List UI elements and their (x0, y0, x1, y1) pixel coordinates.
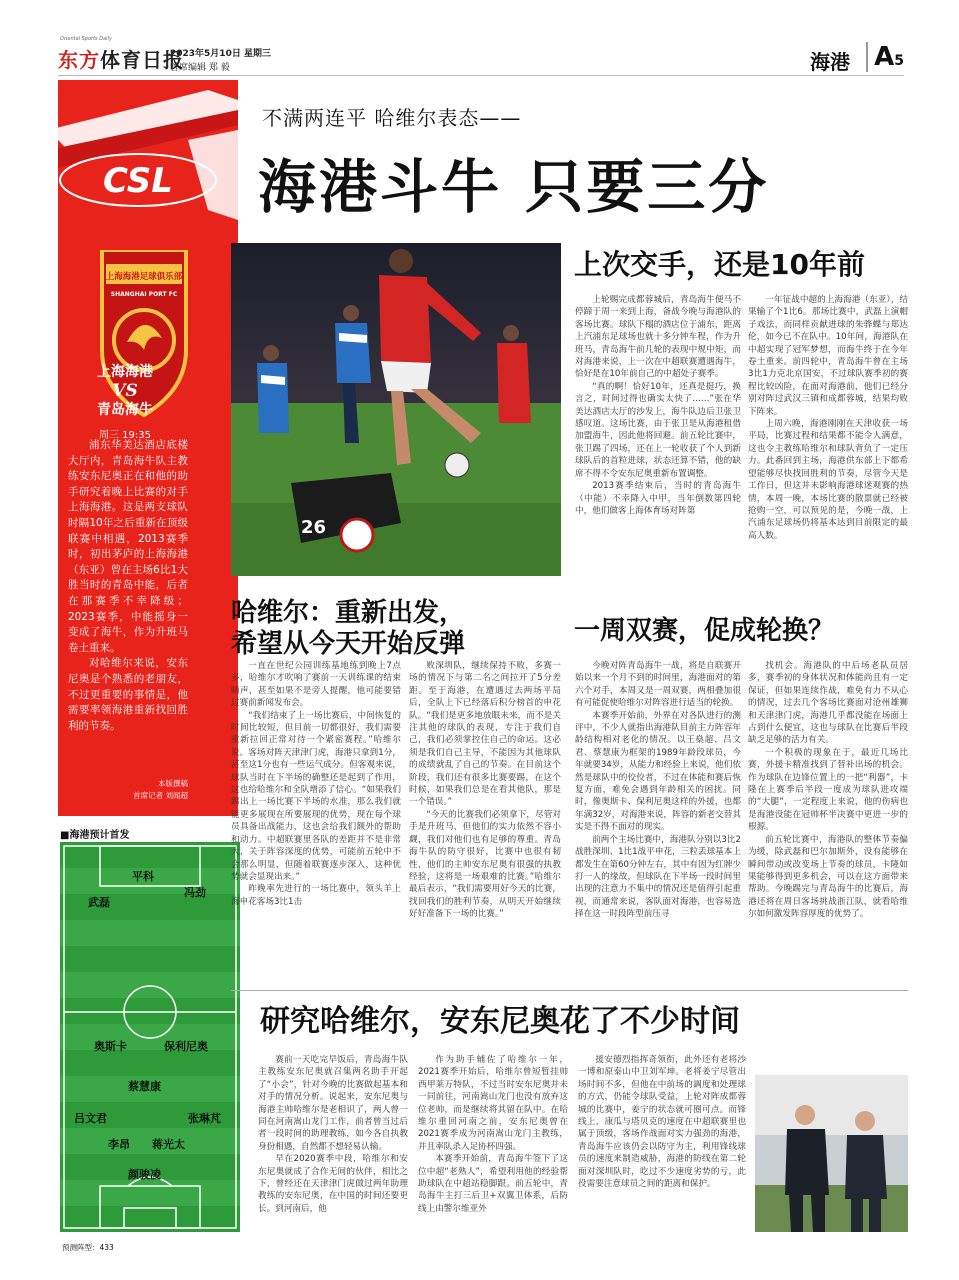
logo-english: Oriental Sports Daily (60, 36, 112, 42)
svg-text:上海海港足球俱乐部: 上海海港足球俱乐部 (105, 272, 183, 282)
section-name: 海港 (810, 50, 850, 74)
byline: 本版撰稿 首席记者 刘闻超 (133, 779, 188, 800)
player-midfield-right: 保利尼奥 (164, 1040, 208, 1053)
match-sidebar (58, 80, 238, 816)
article1-col1: 上轮赐完成都蓉城后，青岛海牛便马不停蹄于周一来到上海，备战今晚与海港队的客场比赛。球队下榻的酒店位于浦东，距离上汽浦东足球场也就十多分钟车程，作为升班马，青岛海牛前几轮的表现中规中矩，而对海港来说，上一次在中超联赛遭遇海牛，恰好是在10年前自己的中超处子赛季。 “真的啊！恰好10年，还真是挺巧，换言之，时间过得也确实太快了……”张在华美达酒店大厅的沙发上，海牛队边后卫张卫感叹道。这场比赛，由于张卫是从海港租借加盟海牛，因此他将回避。前五轮比赛中，张卫踢了四场，还在上一轮收获了个人到新球队后的首粒进球，状态还算不错，他的缺席不得不令安东尼奥重新布置调整。 2013赛季结束后，当时的青岛海牛（中能）不幸降入中甲，当年倒数第四轮中，他们做客上海体育场对阵第 (575, 295, 741, 516)
article2-title: 哈维尔：重新出发， 希望从今天开始反弹 (231, 598, 466, 660)
player-left-back: 吕文君 (74, 1112, 107, 1125)
home-team: 上海海港 (97, 364, 153, 380)
player-forward-left: 武磊 (88, 896, 110, 909)
article3-col2: 找机会。海港队的中后场老队员居多，赛季初的身体状况和体能尚且有一定保证，但如果连续作战，难免有力不从心的情况，过去几个客场比赛面对沧州雄狮和天津津门虎，海港几乎都没能在场面上占到什么便宜，这也与球队在比赛后半段缺乏足够的活力有关。 一个积极的现象在于，最近几场比赛，外援卡精准找到了替补出场的机会。作为球队在边锋位置上的一把“利器”，卡隆在上赛季后半段一度成为球队进攻端的“大腿”，一定程度上来说，他的伤病也是海港没能在冠帅杯半决赛中更进一步的根源。 前五轮比赛中，海港队的整体节奏偏为缓，除武磊和巴尔加斯外，没有能够在瞬间带动或改变场上节奏的球员，卡隆如果能够得到更多机会，可以在这方面带来帮助。今晚踢完与青岛海牛的比赛后，海港还将在周日客场挑战浙江队，就看哈维尔如何激发阵容厚度的优势了。 (748, 661, 908, 920)
article2-col1: 一直在世纪公园训练基地练到晚上7点多，哈维尔才吹响了赛前一天训练课的结束哨声，甚至如果不是旁人提醒，他可能要错过赛前新闻发布会。 “我们结束了上一场比赛后，中间恢复的时间比较短，但目前一切都很好，我们需要重新拉回正常对待一个紧密赛程。”哈维尔说。客场对阵天津津门虎，海港只拿到1分，甚至这1分也有一些运气成分。但客观来说，球队当时在下半场的确整还是起到了作用，这也给哈维尔和全队增添了信心。“如果我们踢出上一场比赛下半场的水准，那么我们就能更多展现在所要展现的优势，现在每个球员具备出战能力，这也会给我们额外的帮助和动力。中超联赛里各队的差距并不是非常大，关于阵容深度的优势，可能前五轮中不会那么明显，但随着联赛逐步深入，这种优势就会显现出来。” 昨晚率先进行的一场比赛中，领头羊上海申花客场3比1击 (231, 661, 401, 907)
away-team: 青岛海牛 (97, 402, 153, 418)
player-midfield-left: 奥斯卡 (94, 1040, 127, 1053)
page-number: A5 (866, 42, 904, 72)
section-divider (231, 990, 908, 991)
article4-col1: 赛前一天吃完早饭后，青岛海牛队主教练安东尼奥就召集两名助手开起了“小会”，针对今晚的比赛做起基本和对手的情况分析。说起来，安东尼奥与海港主帅哈维尔是老相识了，两人曾一同在河南嵩山龙门工作，前者曾当过后者一段时间的助理教练，如今各自执教身份相遇，自然都不想轻易认输。 早在2020赛季中段，哈维尔和安东尼奥就成了合作无间的伙伴，相比之下，曾经还在天津津门虎做过两年助理教练的安东尼奥，在中国的时间还要更长。到河南后，他 (258, 1055, 408, 1214)
player-forward-center: 平科 (132, 870, 154, 883)
article3-col1: 今晚对阵青岛海牛一战，将是自联赛开始以来一个月不到的时间里，海港面对的第六个对手，本周又是一周双赛，两相叠加很有可能促使哈维尔对阵容进行适当的轮换。 本赛季开始前，外界在对各队进行的测评中，不少人就指出海港队目前主力阵容年龄结构相对老化的情况。以王燊超、吕文君、蔡慧康为框架的1989年龄段球员，今年就要34岁，从能力和经验上来说，他们依然是球队中的佼佼者，不过在体能和赛后恢复方面，难免会遇到年龄相关的困扰。同时，像奥斯卡、保利尼奥这样的外援，也都年满32岁，对海港来说，阵容的新老交替其实是不得不面对的现实。 前两个主场比赛中，海港队分别以3比2战胜深圳、1比1战平申花，三粒丢球基本上都发生在第60分钟左右，其中有因为红牌少打一人的缘故，但球队在下半场一段时间里出现的注意力不集中的情况还是值得引起重视，而通常来说，客队面对海港，也容易选择在这一时段阵型前压寻 (575, 661, 741, 920)
article4-title: 研究哈维尔，安东尼奥花了不少时间 (260, 1004, 740, 1039)
vs-label: VS (112, 381, 138, 401)
issue-date: 2023年5月10日 星期三 (170, 49, 271, 59)
svg-text:26: 26 (301, 517, 327, 538)
article1-col2: 一年征战中超的上海海港（东亚），结果输了个1比6。那场比赛中，武磊上演帽子戏法，而同样贡献进球的朱骅蝶与郑达伦，如今已不在队中。10年间，海港队在中超实现了冠军梦想，而海牛终于在今年卷土重来。前四轮中，青岛海牛曾在主场3比1力克北京国安，不过球队赛季初的赛程比较凶险，在面对海港前，他们已经分别对阵过武汉三镇和成都蓉城，结果均败下阵来。 上周六晚，海港刚刚在天津收获一场平局，比赛过程和结果都不能令人满意，这也令主教练哈维尔和球队背负了一定压力。此番回到主场，海港供东部上下都希望能够尽快找回胜利的节奏，尽管今天是工作日，但这并未影响海港球迷观赛的热情，本周一晚，本场比赛的散票就已经被抢购一空，可以预见的是，今晚一战，上汽浦东足球场仍将基本达到目前限定的最高人数。 (748, 295, 908, 541)
match-info (58, 363, 192, 445)
article1-title: 上次交手，还是10年前 (574, 248, 865, 281)
article3-title: 一周双赛，促成轮换？ (574, 616, 835, 646)
newspaper-logo[interactable]: 东方体育日报 (58, 48, 184, 72)
article4-col3: 援安德烈指挥奇领衔，此外还有老将沙一博和原泰山中卫刘军坤。老将姜宁尽管出场时间不多，但他在中前场的調度和处理球的方式，仍能令球队受益，上轮对阵成都蓉城的比赛中，姜宁的状态就可圈可点。而锋线上，康瓜与塔贝克的速度在中超联赛里也属于顶级，客场作战面对实力强劲的海港，青岛海牛应该仍会以防守为主，利用锋线球员的速度来制造威胁，海港的防线在第二轮面对深圳队时，吃过不少速度劣势的亏，此役需要注意球员之间的距离和保护。 (578, 1055, 746, 1190)
lineup-pitch (60, 842, 240, 1232)
match-photo[interactable] (231, 243, 561, 576)
sidebar-article: 浦东华美达酒店底楼大厅内，青岛海牛队主教练安东尼奥正在和他的助手研究着晚上比赛的对手上海海港。这是两支球队时隔10年之后重新在顶级联赛中相遇，2013赛季时，初出茅庐的上海海港（东亚）曾在主场6比1大胜当时的青岛中能，后者在那赛季不幸降级；2023赛季，中能摇身一变成了海牛，作为升班马卷土重来。 对哈维尔来说，安东尼奥是个熟悉的老朋友，不过更重要的事情是，他需要率领海港重新找回胜利的节奏。 (68, 439, 188, 732)
player-forward-right: 冯劲 (184, 886, 206, 899)
kicker-headline: 不满两连平 哈维尔表态—— (262, 106, 522, 130)
coach-photo[interactable] (755, 1075, 908, 1232)
player-defensive-mid: 蔡慧康 (128, 1080, 161, 1093)
csl-text: CSL (103, 161, 173, 201)
player-goalkeeper: 颜骏凌 (128, 1168, 161, 1181)
player-right-back: 张琳芃 (188, 1112, 221, 1125)
article4-col2: 作为助手辅佐了哈维尔一年，2021赛季开始后，哈维尔曾短暂挂帅西甲莱万特队，不过当时安东尼奥并未一同前往，河南嵩山龙门也没有放弃这位老帅，而是继续将其留在队中。在哈维尔重回河南之前，安东尼奥曾在2021赛季成为河南嵩山龙门主教练，并且率队杀入足协杯四强。 本赛季开始前，青岛海牛签下了这位中超“老熟人”，希望利用他的经验帮助球队在中超站稳脚跟。前五轮中，青岛海牛主打三后卫+双翼卫体系，后防线上由警尔维亚外 (418, 1055, 568, 1214)
svg-text:SHANGHAI PORT FC: SHANGHAI PORT FC (110, 291, 178, 298)
article2-col2: 败深圳队，继续保持不败，多赛一场的情况下与第二名之间拉开了5分差距。至于海港，在遭遇过去两场平局后，全队上下已经落后积分榜首的申花队。“我们是更多地放眼未来，而不是关注其他的球队的表现，专注于我们自己，我们必须掌控住自己的命运。这必须是我们自己主导，不能因为其他球队的成绩就乱了自己的节奏。在目前这个阶段，我们还有很多比赛要踢，在这个时候，如果我们总是在看其他队，那是一个错误。” “今天的比赛我们必须拿下，尽管对手是升班马，但他们的实力依然不容小觑，我们对他们也有足够的尊重。青岛海牛队的防守很好，比赛中也很有韧性，他们的主帅安东尼奥有很强的执教经验，这将是一场艰难的比赛。”哈维尔最后表示，“我们需要用好今天的比赛，找回我们的胜利节奏，从明天开始继续好好准备下一场的比赛。” (409, 661, 561, 920)
chief-editor: 首席编辑 郑 毅 (170, 63, 230, 73)
lineup-title: ■海港预计首发 (60, 830, 130, 841)
formation-label: 预测阵型：433 (62, 1243, 114, 1252)
player-centre-back-right: 蒋光太 (152, 1138, 185, 1151)
player-centre-back-left: 李昂 (108, 1138, 130, 1151)
masthead (58, 36, 904, 76)
main-headline: 海港斗牛 只要三分 (258, 153, 770, 221)
kickoff-time: 周三 19:35 (99, 430, 151, 441)
